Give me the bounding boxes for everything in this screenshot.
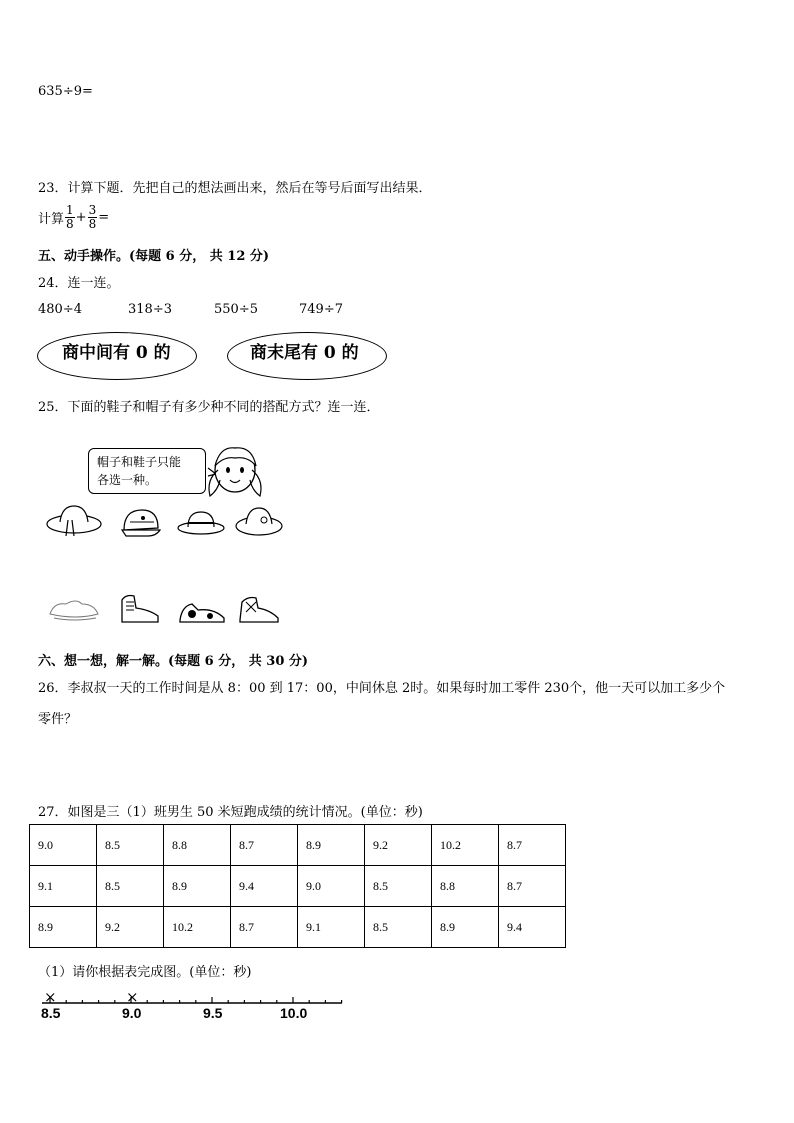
q24-expr-4: 749÷7 bbox=[299, 302, 343, 317]
q22-expression: 635÷9= bbox=[38, 84, 93, 99]
q27-prompt: 27．如图是三（1）班男生 50 米短跑成绩的统计情况。(单位：秒) bbox=[38, 805, 423, 820]
table-cell: 8.8 bbox=[432, 866, 499, 907]
table-cell: 9.2 bbox=[97, 907, 164, 948]
section6-heading: 六、想一想，解一解。(每题 6 分， 共 30 分) bbox=[38, 654, 309, 669]
shoe-icon-1 bbox=[46, 594, 102, 624]
equals-sign: = bbox=[98, 210, 110, 225]
q26-line-1: 26．李叔叔一天的工作时间是从 8：00 到 17：00，中间休息 2时。如果每时加工零件 230个，他一天可以加工多少个 bbox=[38, 681, 726, 696]
sprint-times-table bbox=[29, 824, 566, 948]
table-cell: 8.5 bbox=[97, 866, 164, 907]
table-cell: 8.5 bbox=[97, 825, 164, 866]
section5-heading: 五、动手操作。(每题 6 分， 共 12 分) bbox=[38, 249, 270, 264]
cross-mark-8-5: × bbox=[44, 988, 57, 1006]
q23-prefix: 计算 bbox=[38, 212, 65, 227]
fraction-three-eighths bbox=[88, 204, 98, 231]
q23-expression bbox=[38, 204, 109, 231]
table-cell: 8.9 bbox=[432, 907, 499, 948]
hat-icon-4 bbox=[234, 504, 284, 538]
table-cell: 8.5 bbox=[365, 866, 432, 907]
hat-icon-1 bbox=[44, 502, 104, 540]
axis-label-8-5: 8.5 bbox=[41, 1005, 61, 1021]
ellipse-middle-zero-label: 商中间有 0 的 bbox=[62, 343, 171, 363]
axis-label-10-0: 10.0 bbox=[280, 1005, 308, 1021]
frac1-numerator: 1 bbox=[66, 203, 74, 217]
shoe-icon-3 bbox=[176, 592, 228, 626]
plus-sign: + bbox=[75, 210, 87, 225]
bubble-line-2: 各选一种。 bbox=[97, 473, 158, 487]
q23-prompt: 23．计算下题．先把自己的想法画出来，然后在等号后面写出结果． bbox=[38, 181, 432, 196]
frac2-denominator: 8 bbox=[88, 217, 97, 231]
table-cell: 9.0 bbox=[30, 825, 97, 866]
hat-icon-2 bbox=[118, 504, 164, 540]
table-cell: 8.7 bbox=[231, 907, 298, 948]
table-cell: 9.2 bbox=[365, 825, 432, 866]
table-row bbox=[30, 866, 566, 907]
table-cell: 9.0 bbox=[298, 866, 365, 907]
table-cell: 8.7 bbox=[499, 866, 566, 907]
q24-prompt: 24．连一连。 bbox=[38, 276, 120, 291]
girl-illustration bbox=[200, 440, 270, 506]
table-cell: 8.9 bbox=[298, 825, 365, 866]
table-cell: 8.9 bbox=[30, 907, 97, 948]
table-row bbox=[30, 825, 566, 866]
table-cell: 10.2 bbox=[164, 907, 231, 948]
q25-prompt: 25．下面的鞋子和帽子有多少种不同的搭配方式？连一连． bbox=[38, 400, 380, 415]
q24-expr-3: 550÷5 bbox=[214, 302, 258, 317]
table-cell: 8.7 bbox=[499, 825, 566, 866]
q26-line-2: 零件？ bbox=[38, 712, 78, 727]
table-cell: 9.4 bbox=[499, 907, 566, 948]
hat-icon-3 bbox=[176, 506, 226, 538]
q24-expr-1: 480÷4 bbox=[38, 302, 82, 317]
table-cell: 8.8 bbox=[164, 825, 231, 866]
axis-label-9-5: 9.5 bbox=[203, 1005, 223, 1021]
table-cell: 8.5 bbox=[365, 907, 432, 948]
ellipse-end-zero-label: 商末尾有 0 的 bbox=[250, 343, 359, 363]
fraction-one-eighth bbox=[65, 204, 75, 231]
table-cell: 9.1 bbox=[298, 907, 365, 948]
table-cell: 9.4 bbox=[231, 866, 298, 907]
speech-bubble bbox=[88, 448, 206, 494]
table-row bbox=[30, 907, 566, 948]
frac2-numerator: 3 bbox=[88, 203, 97, 217]
table-cell: 9.1 bbox=[30, 866, 97, 907]
table-cell: 10.2 bbox=[432, 825, 499, 866]
q27-sub1: （1）请你根据表完成图。(单位：秒) bbox=[38, 965, 252, 980]
axis-label-9-0: 9.0 bbox=[122, 1005, 142, 1021]
bubble-line-1: 帽子和鞋子只能 bbox=[97, 455, 182, 469]
frac1-denominator: 8 bbox=[66, 217, 74, 231]
table-cell: 8.9 bbox=[164, 866, 231, 907]
q24-expr-2: 318÷3 bbox=[128, 302, 172, 317]
shoe-icon-2 bbox=[116, 590, 164, 626]
table-cell: 8.7 bbox=[231, 825, 298, 866]
shoe-icon-4 bbox=[234, 590, 282, 626]
cross-mark-9-0: × bbox=[126, 988, 139, 1006]
